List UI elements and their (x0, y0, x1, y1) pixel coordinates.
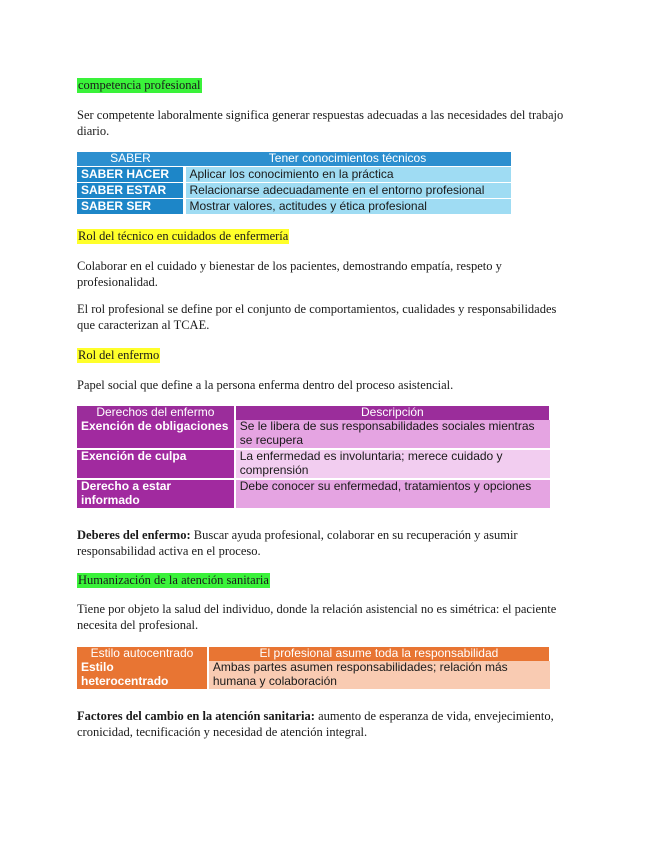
paragraph-colaborar: Colaborar en el cuidado y bienestar de los pacientes, demostrando empatía, respeto y profesionalidad. (77, 259, 502, 289)
estilo-table (77, 647, 551, 689)
saber-header-col2: Tener conocimientos técnicos (184, 152, 511, 166)
heading-rol-enfermo: Rol del enfermo (78, 348, 160, 362)
heading-rol-tecnico: Rol del técnico en cuidados de enfermería (78, 229, 289, 243)
derechos-row-label: Exención de obligaciones (77, 420, 235, 449)
table-row (77, 182, 511, 198)
saber-row-label: SABER HACER (77, 166, 184, 182)
paragraph-deberes (77, 527, 577, 559)
heading-humanizacion: Humanización de la atención sanitaria (78, 573, 269, 587)
heading-competencia: competencia profesional (78, 78, 201, 92)
derechos-table-header (77, 406, 550, 420)
deberes-text: Buscar ayuda profesional, colaborar en su recuperación y asumir responsabilidad activa en el proceso. (77, 528, 518, 558)
estilo-table-header (77, 647, 550, 661)
deberes-label: Deberes del enfermo: (77, 528, 191, 542)
table-row (77, 420, 550, 449)
derechos-row-value: La enfermedad es involuntaria; merece cuidado y comprensión (235, 449, 550, 479)
estilo-header-col1: Estilo autocentrado (77, 647, 208, 661)
estilo-row-label: Estilo heterocentrado (77, 661, 208, 689)
paragraph-objeto: Tiene por objeto la salud del individuo, donde la relación asistencial no es simétrica: el paciente necesita del profesional. (77, 602, 557, 632)
saber-row-label: SABER SER (77, 198, 184, 214)
derechos-table (77, 406, 551, 510)
derechos-row-label: Derecho a estar informado (77, 479, 235, 509)
table-row (77, 449, 550, 479)
estilo-header-col2: El profesional asume toda la responsabilidad (208, 647, 550, 661)
saber-row-label: SABER ESTAR (77, 182, 184, 198)
table-row (77, 166, 511, 182)
table-row (77, 661, 550, 689)
estilo-row-value: Ambas partes asumen responsabilidades; relación más humana y colaboración (208, 661, 550, 689)
saber-table-header (77, 152, 511, 166)
saber-table (77, 152, 511, 215)
derechos-header-col1: Derechos del enfermo (77, 406, 235, 420)
paragraph-papel-social: Papel social que define a la persona enferma dentro del proceso asistencial. (77, 378, 454, 392)
saber-row-value: Aplicar los conocimiento en la práctica (184, 166, 511, 182)
factores-label: Factores del cambio en la atención sanitaria: (77, 709, 315, 723)
paragraph-factores (77, 708, 577, 740)
derechos-row-value: Se le libera de sus responsabilidades sociales mientras se recupera (235, 420, 550, 449)
derechos-row-label: Exención de culpa (77, 449, 235, 479)
paragraph-competente: Ser competente laboralmente significa generar respuestas adecuadas a las necesidades del trabajo diario. (77, 108, 564, 138)
paragraph-rol-profesional: El rol profesional se define por el conjunto de comportamientos, cualidades y responsabilidades que caracterizan al TCAE. (77, 302, 557, 332)
saber-row-value: Mostrar valores, actitudes y ética profesional (184, 198, 511, 214)
saber-row-value: Relacionarse adecuadamente en el entorno profesional (184, 182, 511, 198)
saber-header-col1: SABER (77, 152, 184, 166)
derechos-header-col2: Descripción (235, 406, 550, 420)
table-row (77, 198, 511, 214)
derechos-row-value: Debe conocer su enfermedad, tratamientos y opciones (235, 479, 550, 509)
table-row (77, 479, 550, 509)
factores-text: aumento de esperanza de vida, envejecimiento, cronicidad, tecnificación y necesidad de atención integral. (77, 709, 554, 739)
